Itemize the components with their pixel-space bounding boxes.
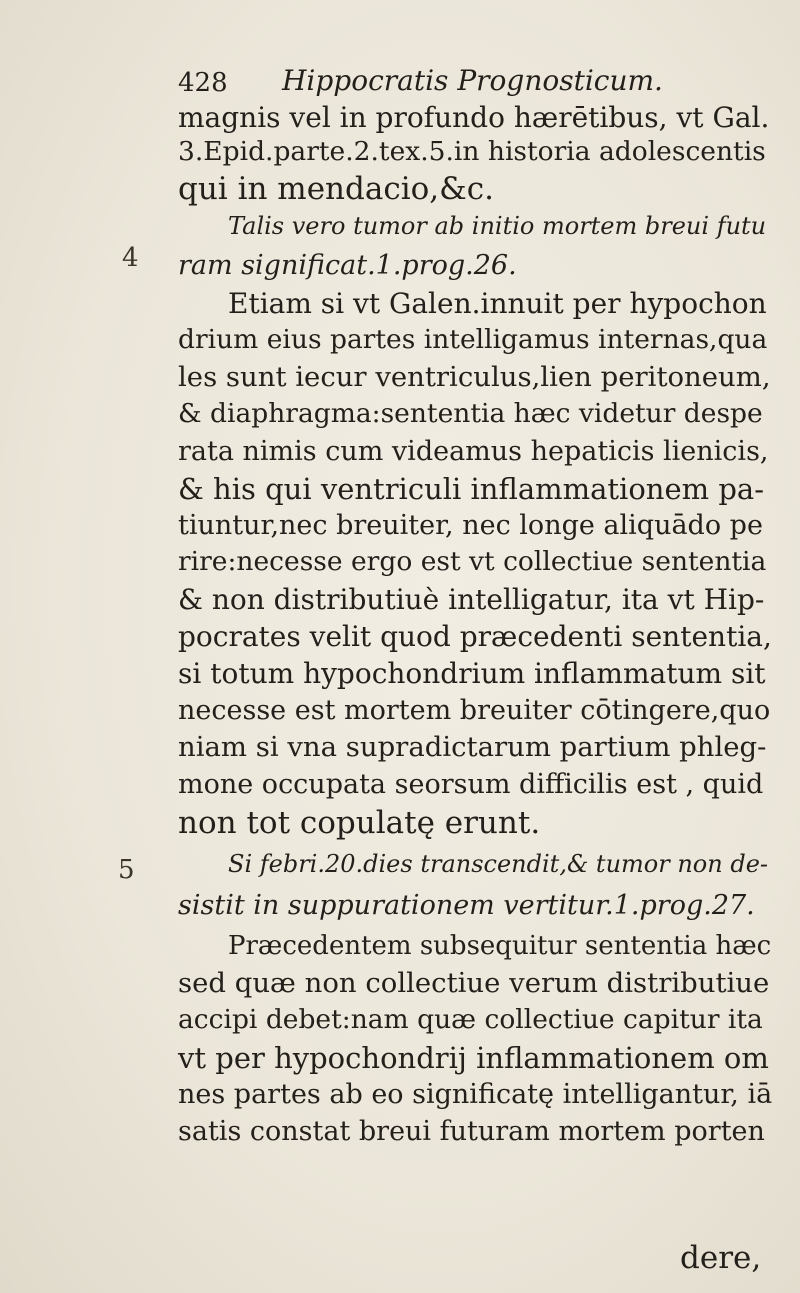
text-line: drium eius partes intelligamus internas,qua bbox=[178, 324, 768, 355]
margin-number-4: 4 bbox=[122, 243, 139, 273]
text-line: rire:necesse ergo est vt collectiue sententia bbox=[178, 546, 767, 577]
text-line: magnis vel in profundo hærētibus, vt Gal. bbox=[178, 101, 770, 134]
aphorism-line: ram significat.1.prog.26. bbox=[178, 250, 517, 281]
page-number: 428 bbox=[178, 68, 228, 98]
text-line: niam si vna supradictarum partium phleg- bbox=[178, 731, 767, 763]
text-line: & diaphragma:sententia hæc videtur despe bbox=[178, 398, 763, 429]
page-header bbox=[178, 62, 738, 102]
text-line: Etiam si vt Galen.innuit per hypochon bbox=[228, 287, 767, 320]
catchword: dere, bbox=[680, 1240, 762, 1276]
aphorism-line: Talis vero tumor ab initio mortem breui futu bbox=[228, 212, 767, 240]
aphorism-line: sistit in suppurationem vertitur.1.prog.27. bbox=[178, 890, 755, 921]
text-line: sed quæ non collectiue verum distributiue bbox=[178, 967, 770, 999]
text-line: & his qui ventriculi inflammationem pa- bbox=[178, 472, 764, 506]
text-line: vt per hypochondrij inflammationem om bbox=[178, 1041, 769, 1075]
text-line: qui in mendacio,&c. bbox=[178, 171, 494, 207]
text-line: satis constat breui futuram mortem porten bbox=[178, 1116, 765, 1147]
running-title: Hippocratis Prognosticum. bbox=[282, 64, 663, 97]
margin-number-5: 5 bbox=[118, 855, 135, 885]
text-line: Præcedentem subsequitur sententia hæc bbox=[228, 931, 772, 961]
text-line: non tot copulatę erunt. bbox=[178, 805, 541, 841]
text-line: les sunt iecur ventriculus,lien peritoneum, bbox=[178, 361, 771, 393]
text-line: 3.Epid.parte.2.tex.5.in historia adolescentis bbox=[178, 136, 766, 167]
text-line: pocrates velit quod præcedenti sententia, bbox=[178, 620, 772, 653]
text-line: mone occupata seorsum difficilis est , quid bbox=[178, 769, 764, 800]
text-line: & non distributiuè intelligatur, ita vt Hip- bbox=[178, 583, 765, 616]
text-line: si totum hypochondrium inflammatum sit bbox=[178, 657, 766, 690]
text-line: nes partes ab eo significatę intelligantur, iā bbox=[178, 1079, 773, 1110]
text-line: rata nimis cum videamus hepaticis lienicis, bbox=[178, 436, 769, 467]
text-line: necesse est mortem breuiter cōtingere,quo bbox=[178, 695, 771, 726]
text-line: tiuntur,nec breuiter, nec longe aliquādo pe bbox=[178, 510, 763, 541]
text-line: accipi debet:nam quæ collectiue capitur ita bbox=[178, 1004, 763, 1035]
aphorism-line: Si febri.20.dies transcendit,& tumor non de- bbox=[228, 850, 769, 878]
